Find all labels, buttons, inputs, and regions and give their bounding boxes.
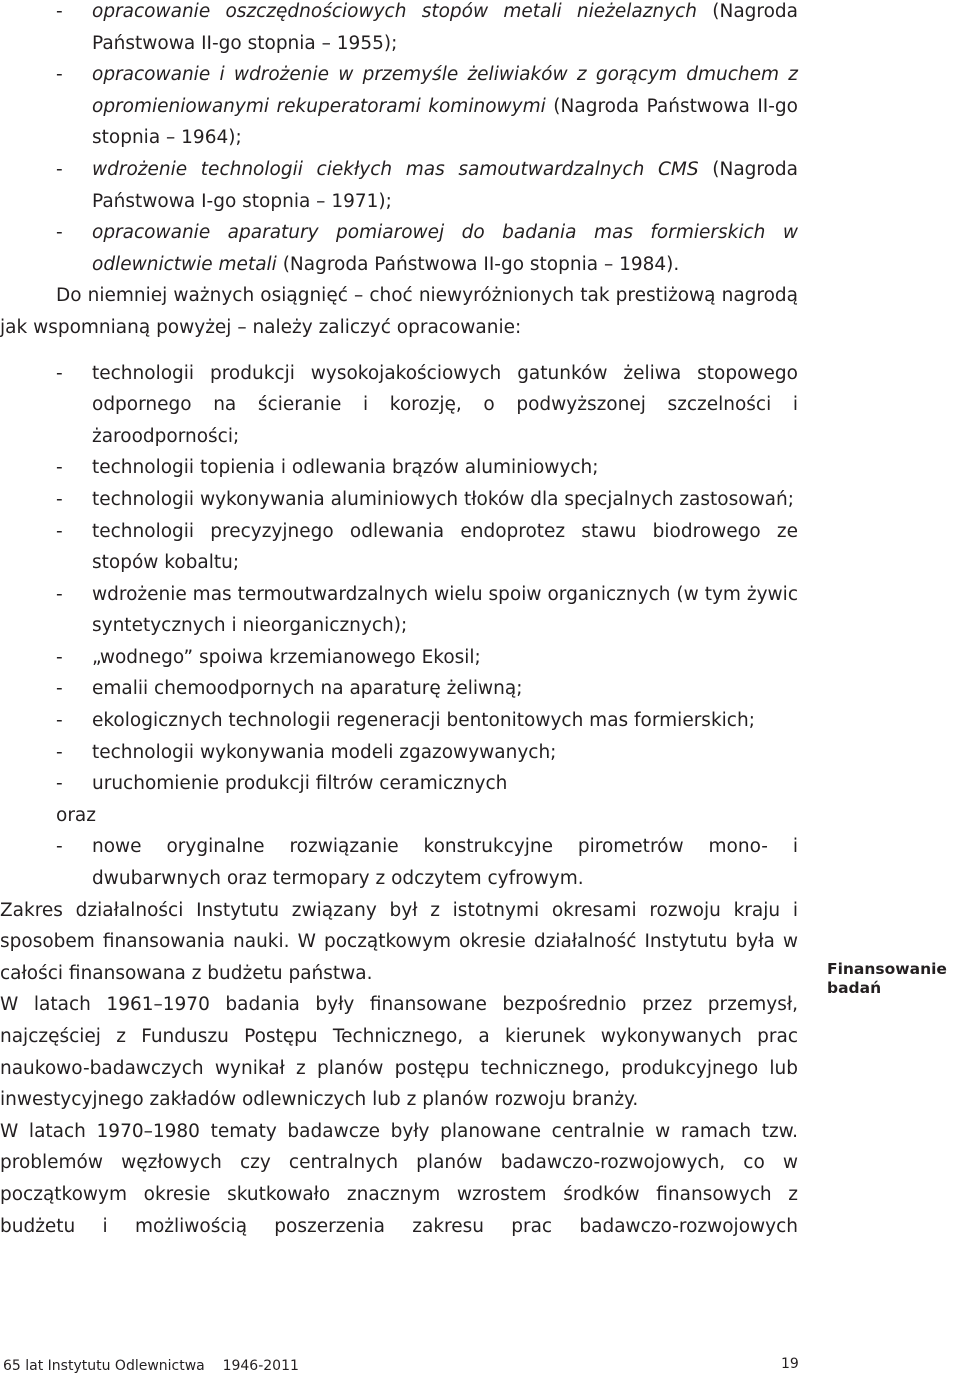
list-item-text: technologii precyzyjnego odlewania endoprotez stawu biodrowego ze stopów kobaltu; <box>92 520 798 574</box>
list-item <box>0 642 798 674</box>
list-item <box>0 831 798 894</box>
list-item-text: technologii wykonywania aluminiowych tłoków dla specjalnych zastosowań; <box>92 488 794 510</box>
footer-years: 1946-2011 <box>222 1358 299 1374</box>
list-item-text: emalii chemoodpornych na aparaturę żeliwną; <box>92 678 523 700</box>
list-item <box>0 217 798 280</box>
awards-list <box>0 0 798 280</box>
list-dash: - <box>56 741 63 763</box>
award-text: (Nagroda Państwowa II-go stopnia – 1964); <box>92 95 798 149</box>
list-item <box>0 673 798 705</box>
list-item <box>0 452 798 484</box>
list-item-text: wdrożenie mas termoutwardzalnych wielu spoiw organicznych (w tym żywic syntetycznych i nieorganicznych); <box>92 583 798 637</box>
list-dash: - <box>56 710 63 732</box>
footer-title-text: 65 lat Instytutu Odlewnictwa <box>3 1358 205 1374</box>
achievement-text: opracowanie aparatury pomiarowej do badania mas formierskich w odlewnictwie metali <box>92 222 798 275</box>
list-item <box>0 484 798 516</box>
list-dash: - <box>56 773 63 795</box>
list-item-text: technologii topienia i odlewania brązów aluminiowych; <box>92 457 599 479</box>
list-item-text: technologii produkcji wysokojakościowych gatunków żeliwa stopowego odpornego na ścieranie i korozję, o podwyższonej szczelności i żaroodporności; <box>92 362 798 447</box>
award-text: (Nagroda Państwowa I-go stopnia – 1971); <box>92 158 798 212</box>
list-item <box>0 59 798 154</box>
list-dash: - <box>56 583 63 605</box>
footer-title <box>3 1357 299 1375</box>
list-item-text: „wodnego” spoiwa krzemianowego Ekosil; <box>92 646 481 668</box>
intro-paragraph: Do niemniej ważnych osiągnięć – choć niewyróżnionych tak prestiżową nagrodą jak wspomnianą powyżej – należy zaliczyć opracowanie: <box>0 285 798 338</box>
list-dash: - <box>56 646 63 668</box>
paragraph-financing: Zakres działalności Instytutu związany był z istotnymi okresami rozwoju kraju i sposobem finansowania nauki. W początkowym okresie działalność Instytutu była w całości finansowana z budżetu państwa. <box>0 899 798 984</box>
list-dash: - <box>56 678 63 700</box>
list-dash: - <box>56 836 63 858</box>
list-item <box>0 516 798 579</box>
list-dash: - <box>56 488 63 510</box>
paragraph-1970-1980: W latach 1970–1980 tematy badawcze były planowane centralnie w ramach tzw. problemów węzłowych czy centralnych planów badawczo-rozwojowych, co w początkowym okresie skutkowało znacznym wzrostem środków finansowych z budżetu i możliwością poszerzenia zakresu prac badawczo-rozwojowych <box>0 1120 798 1237</box>
list-dash: - <box>56 1 63 22</box>
list-item <box>0 737 798 769</box>
list-item <box>0 0 798 59</box>
list-item-text: ekologicznych technologii regeneracji bentonitowych mas formierskich; <box>92 710 755 732</box>
list-item <box>0 768 798 800</box>
list-item <box>0 358 798 453</box>
list-item-text: technologii wykonywania modeli zgazowywanych; <box>92 741 557 763</box>
achievement-text: opracowanie i wdrożenie w przemyśle żeliwiaków z gorącym dmuchem z opromieniowanymi rekuperatorami kominowymi <box>92 64 798 117</box>
achievement-text: wdrożenie technologii ciekłych mas samoutwardzalnych CMS <box>92 158 699 180</box>
page-number: 19 <box>781 1356 799 1372</box>
sidebar-heading: Finansowanie badań <box>827 960 947 997</box>
award-text: (Nagroda Państwowa II-go stopnia – 1955); <box>92 1 798 54</box>
list-item <box>0 579 798 642</box>
list-dash: - <box>56 158 63 180</box>
list-dash: - <box>56 520 63 542</box>
list-item-text: uruchomienie produkcji filtrów ceramicznych <box>92 773 508 795</box>
list-dash: - <box>56 457 63 479</box>
list-item <box>0 705 798 737</box>
list-item <box>0 154 798 217</box>
pyrometer-list <box>0 831 798 894</box>
paragraph-1961-1970: W latach 1961–1970 badania były finansowane bezpośrednio przez przemysł, najczęściej z Funduszu Postępu Technicznego, a kierunek wykonywanych prac naukowo-badawczych wynikał z planów postępu technicznego, produkcyjnego lub inwestycyjnego zakładów odlewniczych lub z planów rozwoju branży. <box>0 994 798 1111</box>
achievement-text: opracowanie oszczędnościowych stopów metali nieżelaznych <box>92 1 697 22</box>
achievements-list <box>0 358 798 800</box>
list-dash: - <box>56 64 63 86</box>
award-text: (Nagroda Państwowa II-go stopnia – 1984). <box>276 253 680 275</box>
list-dash: - <box>56 362 63 384</box>
list-item-text: nowe oryginalne rozwiązanie konstrukcyjne pirometrów mono- i dwubarwnych oraz termopary z odczytem cyfrowym. <box>92 836 798 890</box>
list-dash: - <box>56 222 63 244</box>
conjunction: oraz <box>56 804 96 826</box>
